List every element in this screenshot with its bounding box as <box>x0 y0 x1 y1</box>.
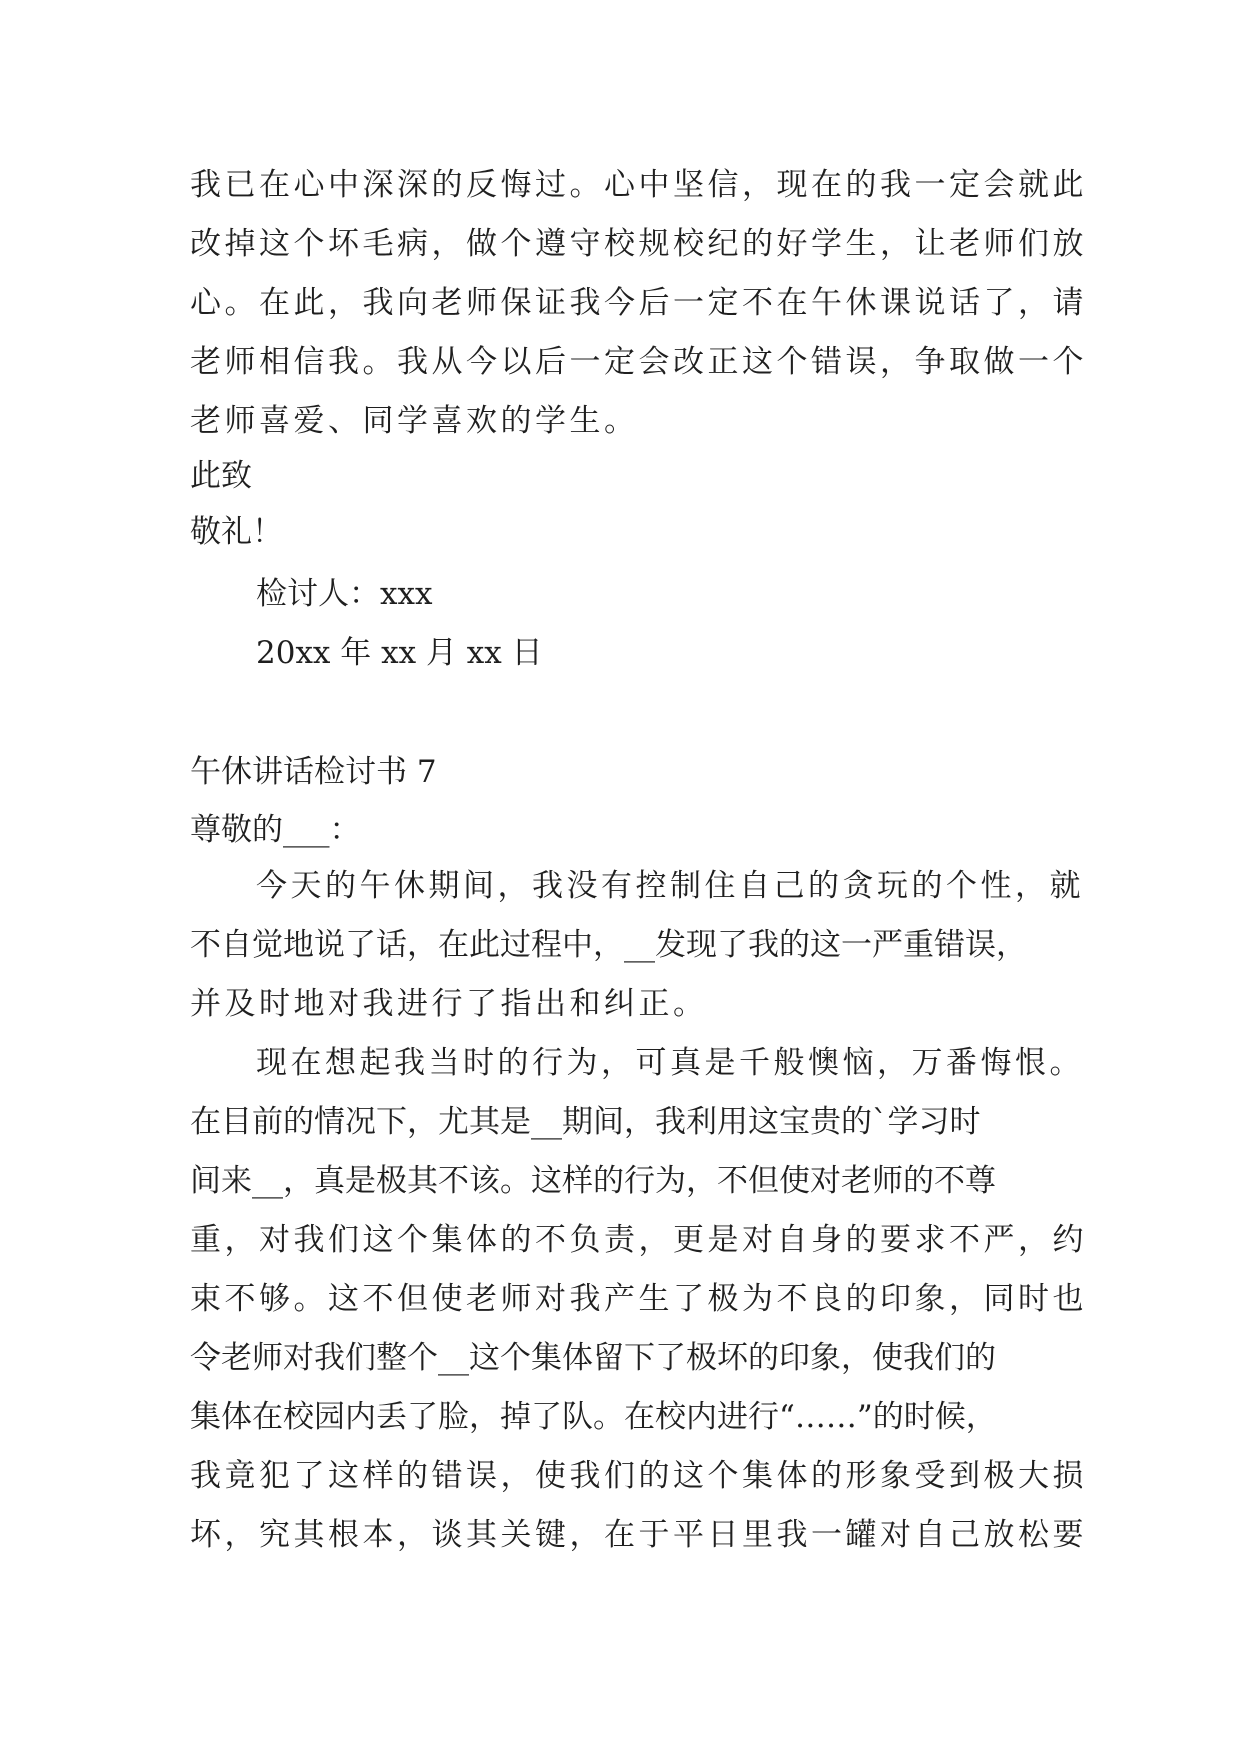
paragraph-line: 现在想起我当时的行为，可真是千般懊恼，万番悔恨。 <box>256 1045 1084 1081</box>
paragraph-line: 心。在此，我向老师保证我今后一定不在午休课说话了，请 <box>190 285 1087 321</box>
salutation: 尊敬的___： <box>190 812 361 848</box>
paragraph-line: 老师喜爱、同学喜欢的学生。 <box>190 403 639 439</box>
paragraph-line: 在目前的情况下，尤其是__期间，我利用这宝贵的`学习时 <box>190 1104 981 1140</box>
signature-date: 20xx 年 xx 月 xx 日 <box>256 635 543 671</box>
paragraph-line: 重，对我们这个集体的不负责，更是对自身的要求不严，约 <box>190 1222 1087 1258</box>
paragraph-line: 集体在校园内丢了脸，掉了队。在校内进行“……”的时候， <box>190 1399 997 1435</box>
paragraph-line: 不自觉地说了话，在此过程中，__发现了我的这一严重错误， <box>190 927 1027 963</box>
signature-reviewer: 检讨人：xxx <box>256 576 433 612</box>
paragraph-line: 我竟犯了这样的错误，使我们的这个集体的形象受到极大损 <box>190 1458 1087 1494</box>
paragraph-line: 我已在心中深深的反悔过。心中坚信，现在的我一定会就此 <box>190 167 1087 203</box>
closing-line: 此致 <box>190 458 252 494</box>
paragraph-line: 老师相信我。我从今以后一定会改正这个错误，争取做一个 <box>190 344 1087 380</box>
paragraph-line: 改掉这个坏毛病，做个遵守校规校纪的好学生，让老师们放 <box>190 226 1087 262</box>
paragraph-line: 并及时地对我进行了指出和纠正。 <box>190 986 708 1022</box>
paragraph-line: 坏，究其根本，谈其关键，在于平日里我一罐对自己放松要 <box>190 1517 1087 1553</box>
section-title: 午休讲话检讨书 7 <box>190 754 437 790</box>
paragraph-line: 今天的午休期间，我没有控制住自己的贪玩的个性，就 <box>256 868 1084 904</box>
paragraph-line: 令老师对我们整个__这个集体留下了极坏的印象，使我们的 <box>190 1340 996 1376</box>
paragraph-line: 束不够。这不但使老师对我产生了极为不良的印象，同时也 <box>190 1281 1087 1317</box>
closing-line: 敬礼！ <box>190 514 283 550</box>
paragraph-line: 间来__，真是极其不该。这样的行为，不但使对老师的不尊 <box>190 1163 996 1199</box>
